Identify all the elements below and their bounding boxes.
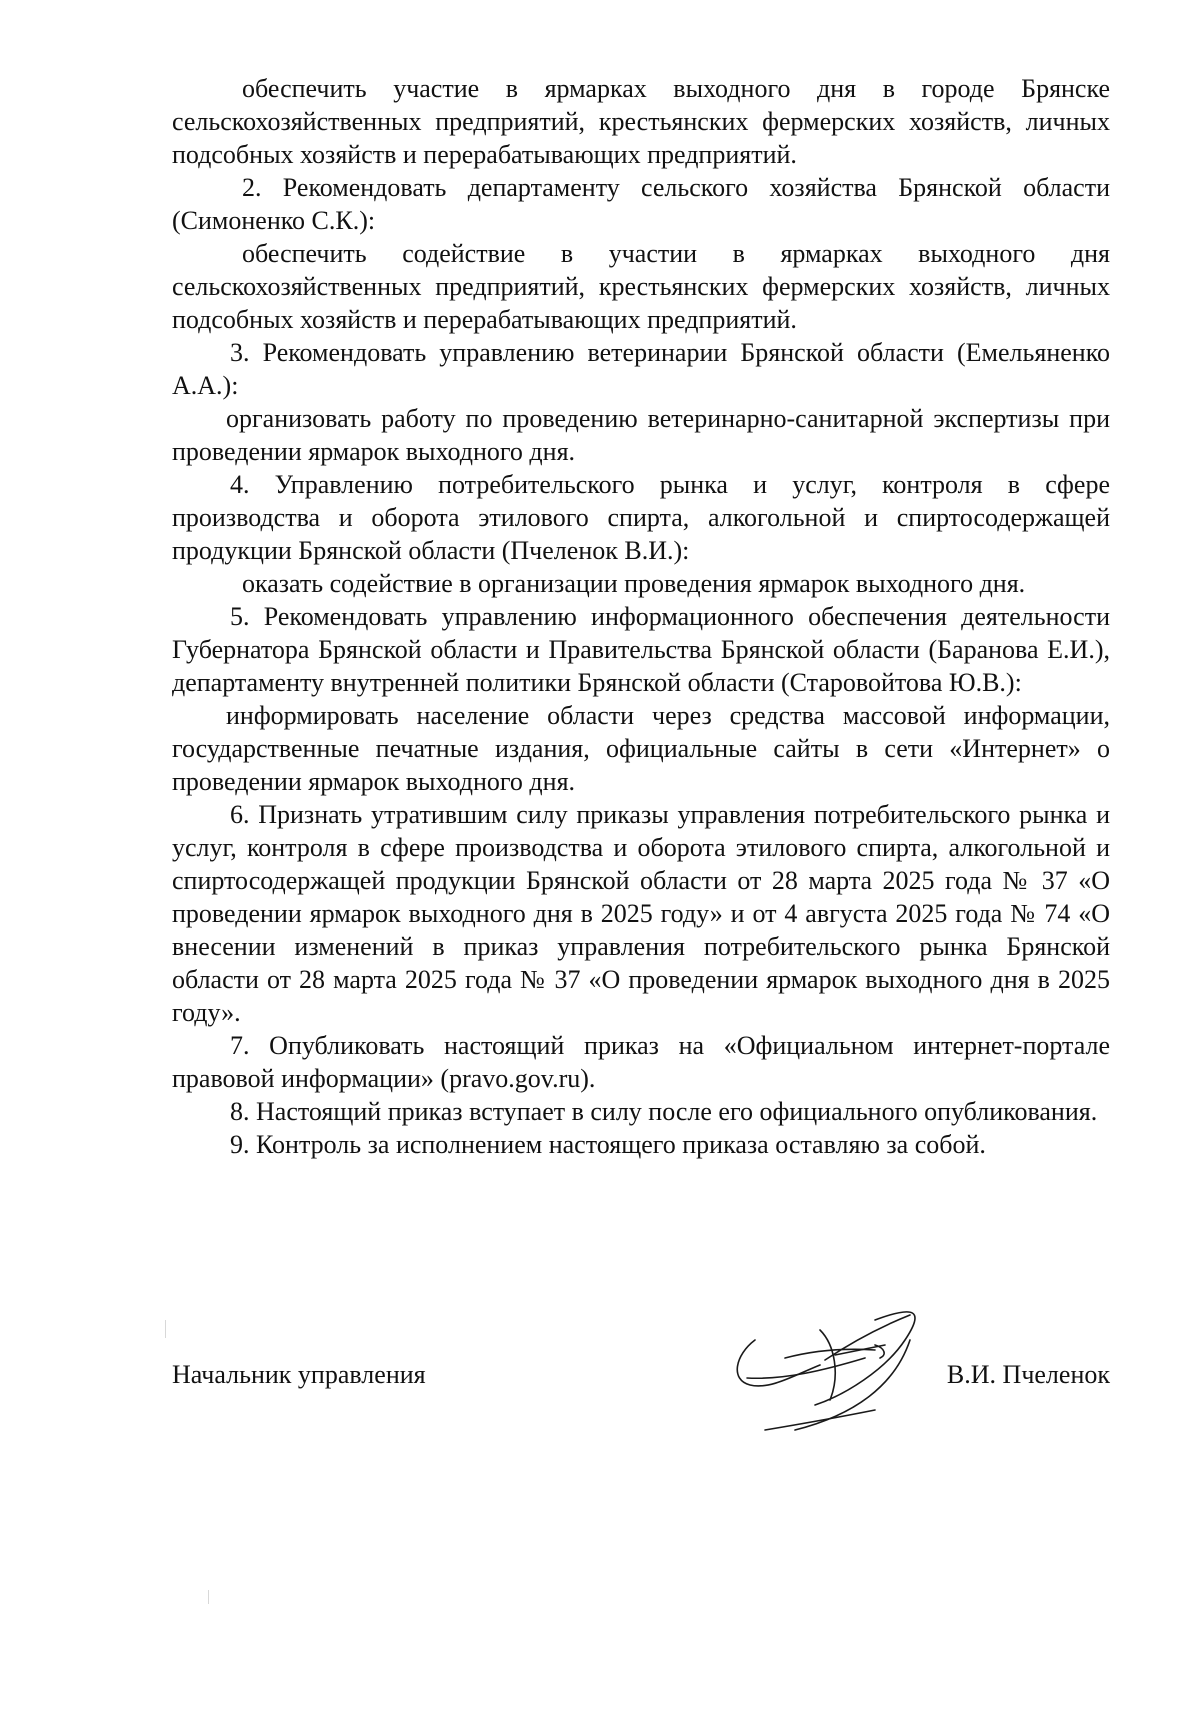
paragraph-item-4: 4. Управлению потребительского рынка и услуг, контроля в сфере производства и оборота этилового спирта, алкогольной и спиртосодержащей продукции Брянской области (Пчеленок В.И.): (172, 470, 1110, 565)
paragraph-intro: обеспечить участие в ярмарках выходного дня в городе Брянске сельскохозяйственных предприятий, крестьянских фермерских хозяйств, личных подсобных хозяйств и перерабатывающих предприятий. (172, 74, 1110, 169)
paragraph-item-6: 6. Признать утратившим силу приказы управления потребительского рынка и услуг, контроля в сфере производства и оборота этилового спирта, алкогольной и спиртосодержащей продукции Брянской области от 28 марта 2025 года № 37 «О проведении ярмарок выходного дня в 2025 году» и от 4 августа 2025 года № 74 «О внесении изменений в приказ управления потребительского рынка Брянской области от 28 марта 2025 года № 37 «О проведении ярмарок выходного дня в 2025 году». (172, 800, 1110, 1027)
paragraph-item-9: 9. Контроль за исполнением настоящего приказа оставляю за собой. (230, 1130, 986, 1159)
signer-name: В.И. Пчеленок (946, 1360, 1110, 1389)
paragraph-item-8: 8. Настоящий приказ вступает в силу после его официального опубликования. (230, 1097, 1098, 1126)
paragraph-item-4-sub: оказать содействие в организации проведения ярмарок выходного дня. (242, 569, 1026, 598)
document-body (172, 72, 1110, 1161)
scan-margin-mark (208, 1590, 209, 1604)
signature-block (172, 1360, 1110, 1420)
paragraph-item-2-sub: обеспечить содействие в участии в ярмарках выходного дня сельскохозяйственных предприятий, крестьянских фермерских хозяйств, личных подсобных хозяйств и перерабатывающих предприятий. (172, 239, 1110, 334)
paragraph-item-5-sub: информировать население области через средства массовой информации, государственные печатные издания, официальные сайты в сети «Интернет» о проведении ярмарок выходного дня. (172, 701, 1110, 796)
paragraph-item-2: 2. Рекомендовать департаменту сельского хозяйства Брянской области (Симоненко С.К.): (172, 173, 1110, 235)
paragraph-item-7: 7. Опубликовать настоящий приказ на «Официальном интернет-портале правовой информации» (pravo.gov.ru). (172, 1031, 1110, 1093)
paragraph-item-5: 5. Рекомендовать управлению информационного обеспечения деятельности Губернатора Брянской области и Правительства Брянской области (Баранова Е.И.), департаменту внутренней политики Брянской области (Старовойтова Ю.В.): (172, 602, 1110, 697)
signer-position: Начальник управления (172, 1360, 426, 1389)
handwritten-signature (725, 1300, 935, 1440)
paragraph-item-3-sub: организовать работу по проведению ветеринарно-санитарной экспертизы при проведении ярмарок выходного дня. (172, 404, 1110, 466)
paragraph-item-3: 3. Рекомендовать управлению ветеринарии Брянской области (Емельяненко А.А.): (172, 338, 1110, 400)
scan-margin-mark (165, 1320, 166, 1338)
